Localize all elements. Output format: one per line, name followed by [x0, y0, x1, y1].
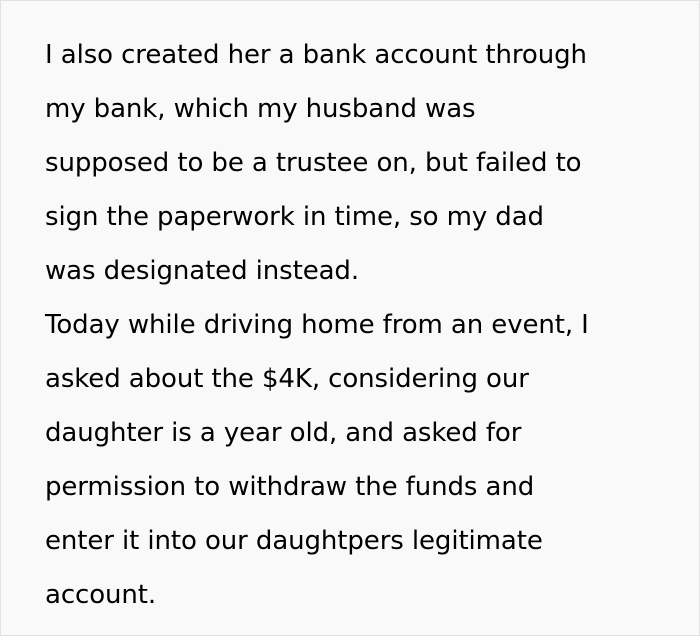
text-line: daughter is a year old, and asked for: [45, 418, 522, 448]
text-line: sign the paperwork in time, so my dad: [45, 202, 544, 232]
text-line: I also created her a bank account through: [45, 40, 587, 70]
text-line: supposed to be a trustee on, but failed to: [45, 148, 582, 178]
text-line: account.: [45, 580, 157, 610]
text-line: was designated instead.: [45, 256, 359, 286]
text-line: asked about the $4K, considering our: [45, 364, 529, 394]
text-line: Today while driving home from an event, I: [45, 310, 589, 340]
text-line: my bank, which my husband was: [45, 94, 476, 124]
story-text: [45, 28, 589, 622]
text-line: permission to withdraw the funds and: [45, 472, 535, 502]
text-line: enter it into our daughtpers legitimate: [45, 526, 543, 556]
